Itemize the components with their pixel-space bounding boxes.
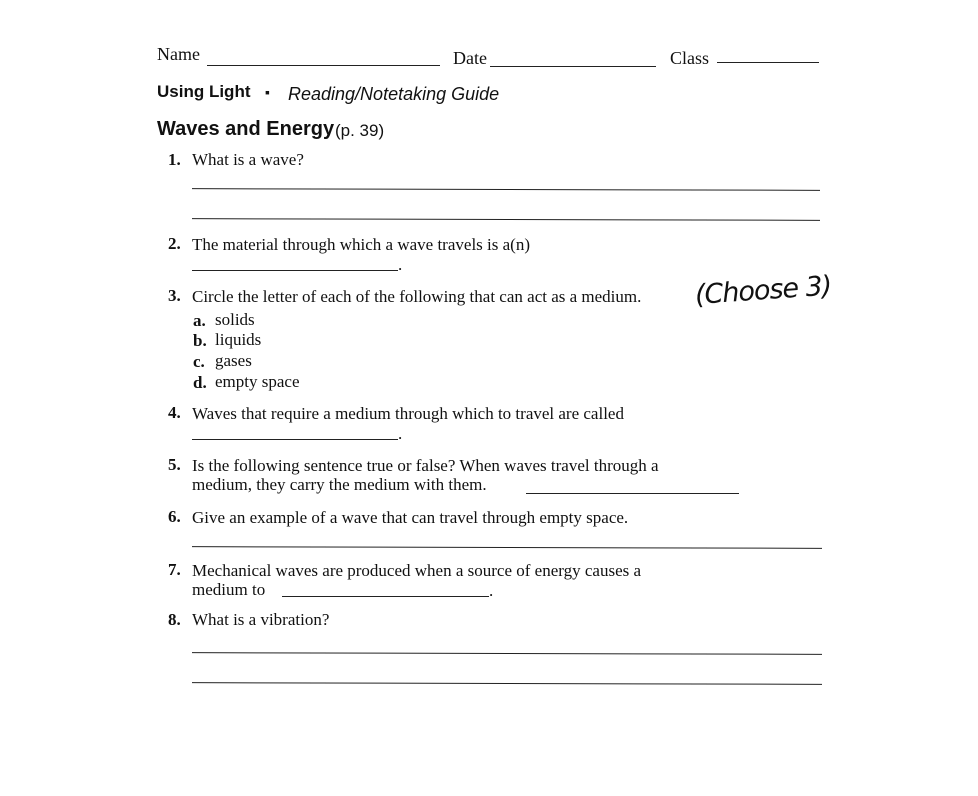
class-label: Class: [670, 48, 710, 68]
question-2-number: 2.: [168, 234, 181, 253]
question-6-answer-line[interactable]: [192, 546, 822, 549]
handwritten-note: (Choose 3): [693, 270, 833, 311]
question-2-text: The material through which a wave travels is a(n): [192, 235, 530, 254]
question-1-answer-line-1[interactable]: [192, 188, 820, 191]
question-3-number: 3.: [168, 286, 181, 305]
class-blank[interactable]: [717, 62, 819, 63]
question-8-answer-line-2[interactable]: [192, 682, 822, 685]
question-7-text-line-1: Mechanical waves are produced when a source of energy causes a: [192, 561, 642, 580]
option-c-text: gases: [215, 351, 252, 370]
option-b-text: liquids: [215, 330, 262, 349]
question-7-text-line-2: medium to: [192, 580, 266, 599]
question-5-text-line-2: medium, they carry the medium with them.: [192, 475, 487, 494]
option-d-letter[interactable]: d.: [193, 373, 207, 392]
question-4-answer-blank[interactable]: [192, 439, 398, 440]
question-1-number: 1.: [168, 150, 181, 169]
separator-bullet: ▪: [265, 84, 270, 100]
option-c-letter[interactable]: c.: [193, 352, 205, 371]
question-1-text: What is a wave?: [192, 150, 304, 169]
option-b-letter[interactable]: b.: [193, 331, 207, 350]
chapter-title: Using Light: [157, 82, 251, 101]
guide-title: Reading/Notetaking Guide: [288, 84, 500, 104]
section-page-ref: (p. 39): [335, 121, 385, 140]
question-7-answer-blank[interactable]: [282, 596, 489, 597]
question-4-text: Waves that require a medium through which to travel are called: [192, 404, 624, 423]
question-6-number: 6.: [168, 507, 181, 526]
name-blank[interactable]: [207, 65, 440, 66]
question-7-number: 7.: [168, 560, 181, 579]
date-blank[interactable]: [490, 66, 656, 67]
date-label: Date: [453, 48, 487, 68]
question-5-text-line-1: Is the following sentence true or false? When waves travel through a: [192, 456, 659, 475]
question-5-number: 5.: [168, 455, 181, 474]
question-8-answer-line-1[interactable]: [192, 652, 822, 655]
question-4-number: 4.: [168, 403, 181, 422]
question-1-answer-line-2[interactable]: [192, 218, 820, 221]
question-8-number: 8.: [168, 610, 181, 629]
option-d-text: empty space: [215, 372, 300, 391]
question-4-period: .: [398, 424, 403, 443]
option-a-text: solids: [215, 310, 255, 329]
option-a-letter[interactable]: a.: [193, 311, 206, 330]
question-2-period: .: [398, 255, 403, 274]
section-title: Waves and Energy: [157, 118, 335, 140]
name-label: Name: [157, 44, 200, 64]
question-5-answer-blank[interactable]: [526, 493, 739, 494]
question-8-text: What is a vibration?: [192, 610, 330, 629]
question-7-period: .: [489, 581, 494, 600]
question-3-text: Circle the letter of each of the following that can act as a medium.: [192, 287, 642, 306]
question-2-answer-blank[interactable]: [192, 270, 398, 271]
question-6-text: Give an example of a wave that can travel through empty space.: [192, 508, 629, 527]
